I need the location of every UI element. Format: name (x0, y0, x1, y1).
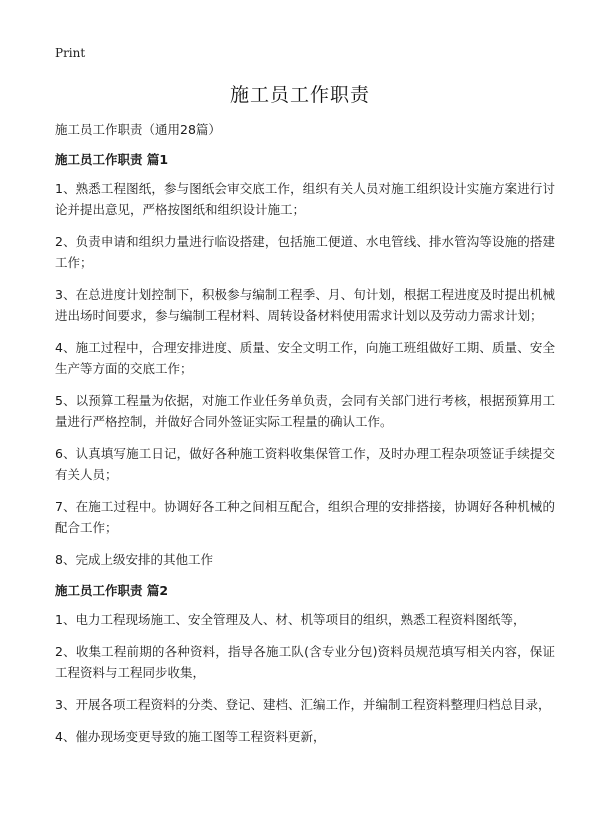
section-heading: 施工员工作职责 篇1 (55, 152, 169, 167)
list-item: 4、施工过程中，合理安排进度、质量、安全文明工作，向施工班组做好工期、质量、安全生产等方面的交底工作； (55, 340, 555, 376)
page-title: 施工员工作职责 (229, 84, 370, 106)
list-item: 2、负责申请和组织力量进行临设搭建，包括施工便道、水电管线、排水管沟等设施的搭建工作； (55, 234, 555, 270)
list-item: 2、收集工程前期的各种资料，指导各施工队(含专业分包)资料员规范填写相关内容，保证工程资料与工程同步收集， (55, 644, 555, 680)
list-item: 5、以预算工程量为依据，对施工作业任务单负责，会同有关部门进行考核，根据预算用工量进行严格控制，并做好合同外签证实际工程量的确认工作。 (55, 393, 555, 429)
list-item: 1、电力工程现场施工、安全管理及人、材、机等项目的组织，熟悉工程资料图纸等， (55, 612, 526, 627)
list-item: 3、开展各项工程资料的分类、登记、建档、汇编工作，并编制工程资料整理归档总目录， (55, 697, 551, 712)
document-subtitle: 施工员工作职责（通用28篇） (55, 122, 221, 137)
list-item: 7、在施工过程中。协调好各工种之间相互配合，组织合理的安排搭接，协调好各种机械的配合工作； (55, 499, 555, 535)
document-body (55, 120, 555, 758)
print-label: Print (55, 46, 86, 60)
list-item: 1、熟悉工程图纸，参与图纸会审交底工作，组织有关人员对施工组织设计实施方案进行讨论并提出意见，严格按图纸和组织设计施工； (55, 181, 555, 217)
list-item: 8、完成上级安排的其他工作 (55, 552, 213, 567)
list-item: 4、催办现场变更导致的施工图等工程资料更新， (55, 729, 326, 744)
list-item: 6、认真填写施工日记，做好各种施工资料收集保管工作，及时办理工程杂项签证手续提交有关人员； (55, 446, 555, 482)
list-item: 3、在总进度计划控制下，积极参与编制工程季、月、旬计划，根据工程进度及时提出机械进出场时间要求，参与编制工程材料、周转设备材料使用需求计划以及劳动力需求计划； (55, 287, 555, 323)
section-heading: 施工员工作职责 篇2 (55, 583, 169, 598)
